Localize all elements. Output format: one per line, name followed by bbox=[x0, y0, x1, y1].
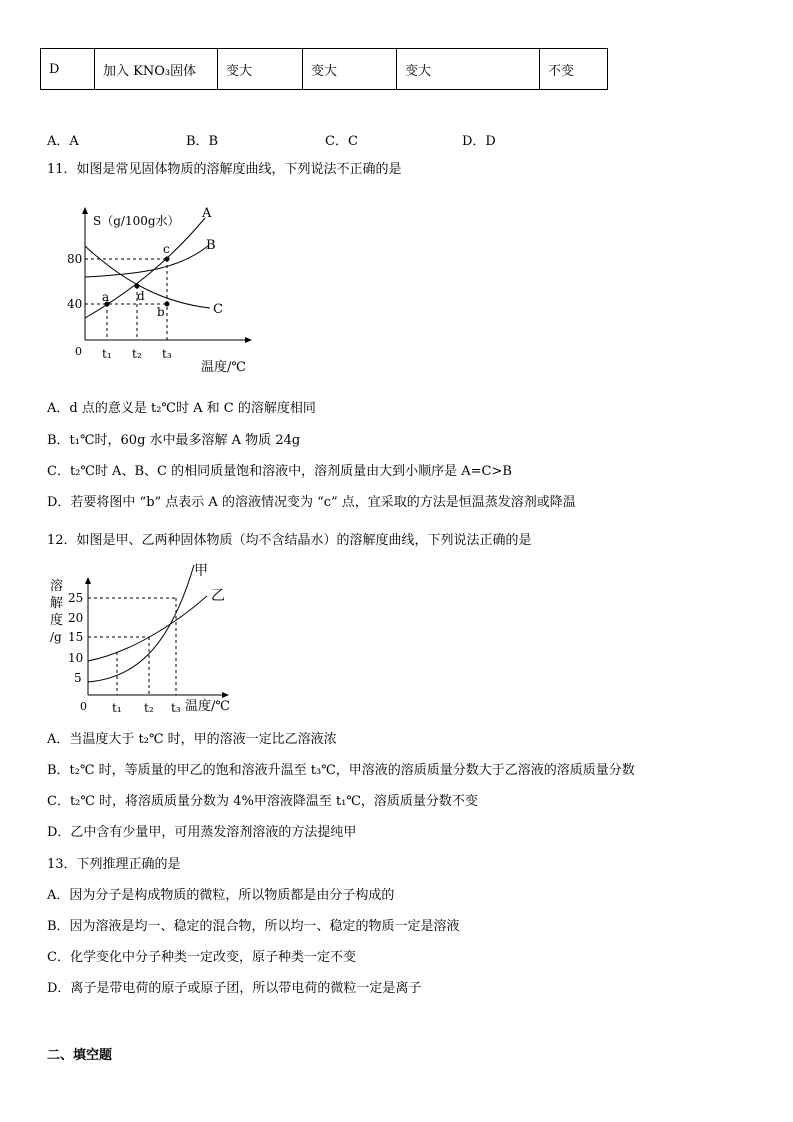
curve-label-jia: 甲 bbox=[194, 563, 208, 579]
q12-option-c: C．t₂℃ 时，将溶质质量分数为 4%甲溶液降温至 t₁℃，溶质质量分数不变 bbox=[47, 794, 478, 809]
x-tick-t1: t₁ bbox=[102, 347, 112, 361]
section-title: 二、填空题 bbox=[47, 1048, 113, 1063]
table-cell: D bbox=[41, 49, 95, 90]
table-cell: 加入 KNO₃固体 bbox=[95, 49, 218, 90]
q13-option-a: A．因为分子是构成物质的微粒，所以物质都是由分子构成的 bbox=[47, 888, 395, 903]
q11-option-c: C．t₂℃时 A、B、C 的相同质量饱和溶液中，溶剂质量由大到小顺序是 A=C>B bbox=[47, 464, 512, 479]
q13-option-b: B．因为溶液是均一、稳定的混合物，所以均一、稳定的物质一定是溶液 bbox=[47, 919, 460, 934]
curve-label-yi: 乙 bbox=[211, 588, 225, 604]
choice-c: C．C bbox=[325, 134, 358, 149]
y-tick-10: 10 bbox=[68, 651, 84, 665]
q11-option-a: A．d 点的意义是 t₂℃时 A 和 C 的溶解度相同 bbox=[47, 401, 316, 416]
y-label-char-2: 解 bbox=[50, 596, 64, 611]
y-tick-25: 25 bbox=[68, 591, 84, 605]
y-label-char-1: 溶 bbox=[50, 579, 64, 594]
curve-label-b: B bbox=[206, 238, 216, 253]
q11-option-d: D．若要将图中 “b” 点表示 A 的溶液情况变为 “c” 点，宜采取的方法是恒温蒸发溶剂或降温 bbox=[47, 495, 576, 510]
point-b bbox=[165, 302, 170, 307]
point-label-c: c bbox=[163, 242, 170, 256]
x-axis-label: 温度/℃ bbox=[201, 360, 246, 375]
point-label-b: b bbox=[157, 305, 165, 319]
y-label-char-3: 度 bbox=[50, 613, 64, 628]
choice-d: D．D bbox=[462, 134, 496, 149]
q11-stem: 11．如图是常见固体物质的溶解度曲线，下列说法不正确的是 bbox=[47, 162, 402, 177]
origin-label: 0 bbox=[75, 345, 82, 358]
curve-jia bbox=[88, 565, 194, 682]
option-table bbox=[40, 48, 608, 90]
x-tick-t2: t₂ bbox=[132, 347, 142, 361]
point-c bbox=[165, 257, 170, 262]
curve-yi bbox=[88, 596, 207, 661]
y-tick-40: 40 bbox=[67, 297, 83, 311]
table-cell: 不变 bbox=[540, 49, 608, 90]
table-row bbox=[41, 49, 608, 90]
y-tick-15: 15 bbox=[68, 630, 84, 644]
x-tick-t3: t₃ bbox=[162, 347, 172, 361]
y-label-char-4: /g bbox=[50, 630, 62, 644]
y-tick-20: 20 bbox=[68, 611, 84, 625]
table-cell: 变大 bbox=[303, 49, 397, 90]
table-cell: 变大 bbox=[397, 49, 540, 90]
q12-stem: 12．如图是甲、乙两种固体物质（均不含结晶水）的溶解度曲线，下列说法正确的是 bbox=[47, 533, 532, 548]
y-tick-80: 80 bbox=[67, 252, 83, 266]
y-tick-5: 5 bbox=[74, 671, 82, 685]
x-tick-t3: t₃ bbox=[171, 701, 181, 715]
q11-option-b: B．t₁℃时，60g 水中最多溶解 A 物质 24g bbox=[47, 433, 301, 448]
q12-option-b: B．t₂℃ 时，等质量的甲乙的饱和溶液升温至 t₃℃，甲溶液的溶质质量分数大于乙溶液的溶质质量分数 bbox=[47, 763, 635, 778]
q11-figure bbox=[55, 198, 275, 378]
q12-option-a: A．当温度大于 t₂℃ 时，甲的溶液一定比乙溶液浓 bbox=[47, 732, 337, 747]
point-d bbox=[135, 284, 140, 289]
choice-a: A．A bbox=[47, 134, 79, 149]
table-cell: 变大 bbox=[218, 49, 303, 90]
x-tick-t2: t₂ bbox=[144, 701, 154, 715]
curve-label-a: A bbox=[202, 206, 212, 221]
q10-choices bbox=[47, 130, 607, 149]
x-axis-label: 温度/℃ bbox=[185, 699, 230, 714]
point-label-d: d bbox=[137, 289, 145, 303]
q13-option-d: D．离子是带电荷的原子或原子团，所以带电荷的微粒一定是离子 bbox=[47, 981, 422, 996]
y-axis-label: S（g/100g水） bbox=[93, 214, 180, 228]
curve-label-c: C bbox=[213, 302, 223, 317]
q13-stem: 13．下列推理正确的是 bbox=[47, 857, 181, 872]
q12-figure bbox=[44, 560, 244, 720]
origin-label: 0 bbox=[80, 700, 87, 713]
x-tick-t1: t₁ bbox=[112, 701, 122, 715]
choice-b: B．B bbox=[186, 134, 219, 149]
q12-option-d: D．乙中含有少量甲，可用蒸发溶剂溶液的方法提纯甲 bbox=[47, 825, 357, 840]
point-label-a: a bbox=[102, 290, 110, 304]
q13-option-c: C．化学变化中分子种类一定改变，原子种类一定不变 bbox=[47, 950, 356, 965]
